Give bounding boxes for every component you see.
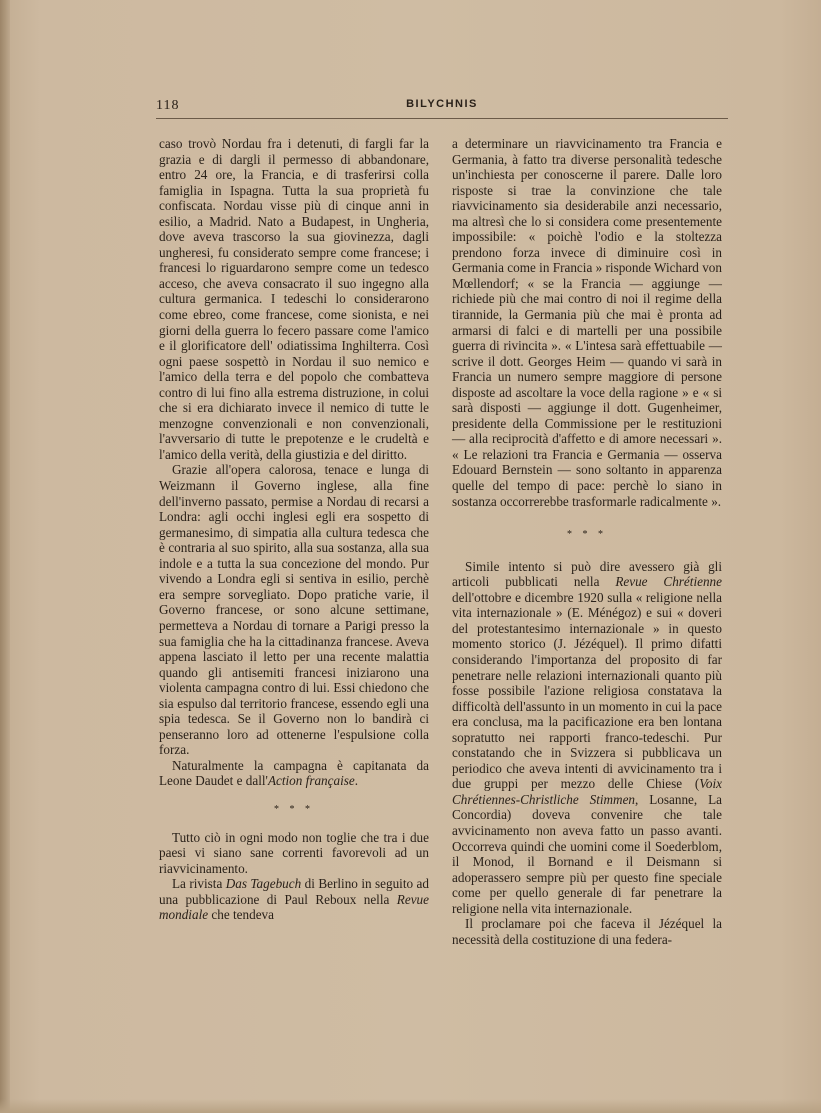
text-run: Naturalmente la campagna è capitanata da Leone Daudet e dall' <box>159 757 429 789</box>
journal-title: Action française <box>267 773 355 789</box>
left-column <box>159 136 429 923</box>
paragraph: Il proclamare poi che faceva il Jézéquel la necessità della costituzione di una federa- <box>452 916 722 947</box>
page-number: 118 <box>156 98 180 113</box>
text-run: , Losanne, La Concordia) doveva convenire che tale avvicinamento non aveva fatto un passo avanti. Occorreva quindi che uomini come il Soederblom, il Monod, il Bornand e il Deismann si adoperassero sempre più per questo fine speciale come per quello generale di far penetrare la religione nella vita internazionale. <box>452 791 722 916</box>
text-run: La rivista <box>172 876 226 892</box>
paragraph: Grazie all'opera calorosa, tenace e lunga di Weizmann il Governo inglese, alla fine dell'inverno passato, permise a Nordau di recarsi a Londra: agli occhi inglesi egli era sospetto di germanesimo, di simpatia alla cultura tedesca che è contraria al suo spirito, alla sua sostanza, alla sua indole e a tutta la sua concezione del mondo. Pur vivendo a Londra egli si sentiva in esilio, perchè era sempre sorvegliato. Dopo pratiche varie, il Governo francese, or sono alcune settimane, permetteva a Nordau di tornare a Parigi presso la sua famiglia che ha la cittadinanza francese. Aveva appena lasciato il letto per una recente malattia quando gli antisemiti francesi iniziarono una violenta campagna contro di lui. Essi chiedono che sia espulso dal territorio francese, essendo egli una spia tedesca. Se il Governo non lo bandirà ci penseranno loro ad ottenerne l'espulsione colla forza. <box>159 462 429 758</box>
journal-title: Das Tagebuch <box>225 876 302 892</box>
binding-edge <box>0 0 10 1113</box>
text-run: di Berlino in seguito ad una pubblicazione di Paul Reboux nella <box>159 876 429 907</box>
paragraph: caso trovò Nordau fra i detenuti, di fargli far la grazia e di dargli il permesso di abbandonare, entro 24 ore, la Francia, e di trasferirsi colla famiglia in Ispagna. Tutta la sua proprietà fu confiscata. Nordau visse più di cinque anni in esilio, a Madrid. Nato a Budapest, in Ungheria, dove aveva trascorso la sua giovinezza, dagli ungheresi, fu considerato sempre come francese; i francesi lo riguardarono sempre come un tedesco acceso, che aveva consacrato il suo ingegno alla cultura germanica. I tedeschi lo considerarono come ebreo, come francese, come sionista, e nei giorni della guerra lo fecero passare come l'amico e il glorificatore dell' odiatissima Inghilterra. Così ogni paese sospettò in Nordau il suo nemico e l'amico della terra e del popolo che combatteva contro di lui fino alla estrema distruzione, in colui che si era dichiarato invece il nemico di tutte le menzogne convenzionali e non convenzionali, l'avversario di tutte le prepotenze e le crudeltà e l'amico della verità, della giustizia e del diritto. <box>159 136 429 462</box>
section-separator: * * * <box>274 803 314 815</box>
text-run: Simile intento si può dire avessero già gli articoli pubblicati nella <box>452 558 722 590</box>
text-run: che tendeva <box>208 907 274 923</box>
journal-title: Revue mondiale <box>159 891 429 923</box>
text-run: . <box>354 773 359 789</box>
paragraph <box>452 559 722 917</box>
page-edge-shadow <box>0 1099 821 1113</box>
running-head: BILYCHNIS <box>406 98 478 110</box>
paragraph <box>159 758 429 789</box>
text-run: dell'ottobre e dicembre 1920 sulla « religione nella vita internazionale » (E. Ménégoz) e sui « doveri del protestantesimo internazionale » in questo momento storico (J. Jézéquel). Il primo difatti considerando l'importanza del proposito di far penetrare nelle relazioni internazionali quanto più fosse possibile l'azione religiosa constatava la difficoltà dell'assunto in un momento in cui la pace era conclusa, ma la pacificazione era ben lontana sopratutto nei rapporti franco-tedeschi. Pur constatando che in Svizzera si pubblicava un periodico che aveva intenti di avvicinamento tra i due gruppi per mezzo delle Chiese ( <box>452 589 722 792</box>
paragraph: a determinare un riavvicinamento tra Francia e Germania, à fatto tra diverse personalità tedesche un'inchiesta per conoscerne il parere. Dalle loro risposte si trae la convinzione che tale riavvicinamento sia desiderabile anzi necessario, ma altresì che lo si considera come presentemente impossibile: « poichè l'odio e la stoltezza prendono forza invece di diminuire così in Germania come in Francia » risponde Wichard von Mœllendorf; « se la Francia — aggiunge — richiede più che mai contro di noi il regime della tirannide, la Germania più che mai è pronta ad armarsi di falci e di martelli per una possibile guerra di rivincita ». « L'intesa sarà effettuabile — scrive il dott. Georges Heim — quando vi sarà in Francia un numero sempre maggiore di persone disposte ad ascoltare la voce della ragione » e « si sarà disposti — aggiunge il dott. Gugenheimer, presidente della Commissione per le restituzioni — alla reciprocità d'affetto e di amore necessari ». « Le relazioni tra Francia e Germania — osserva Edouard Bernstein — sono soltanto in apparenza quelle del tempo di pace: perchè lo siano in sostanza occorrerebbe trasformarle radicalmente ». <box>452 136 722 509</box>
journal-title: Revue Chrétienne <box>615 574 723 590</box>
section-separator: * * * <box>567 529 607 541</box>
paragraph: Tutto ciò in ogni modo non toglie che tra i due paesi vi siano sane correnti favorevoli ad un riavvicinamento. <box>159 829 429 876</box>
journal-title: Voix Chrétiennes-Christliche Stimmen <box>452 776 722 807</box>
page-header <box>156 96 728 119</box>
right-column <box>452 136 722 947</box>
paragraph <box>159 876 429 923</box>
